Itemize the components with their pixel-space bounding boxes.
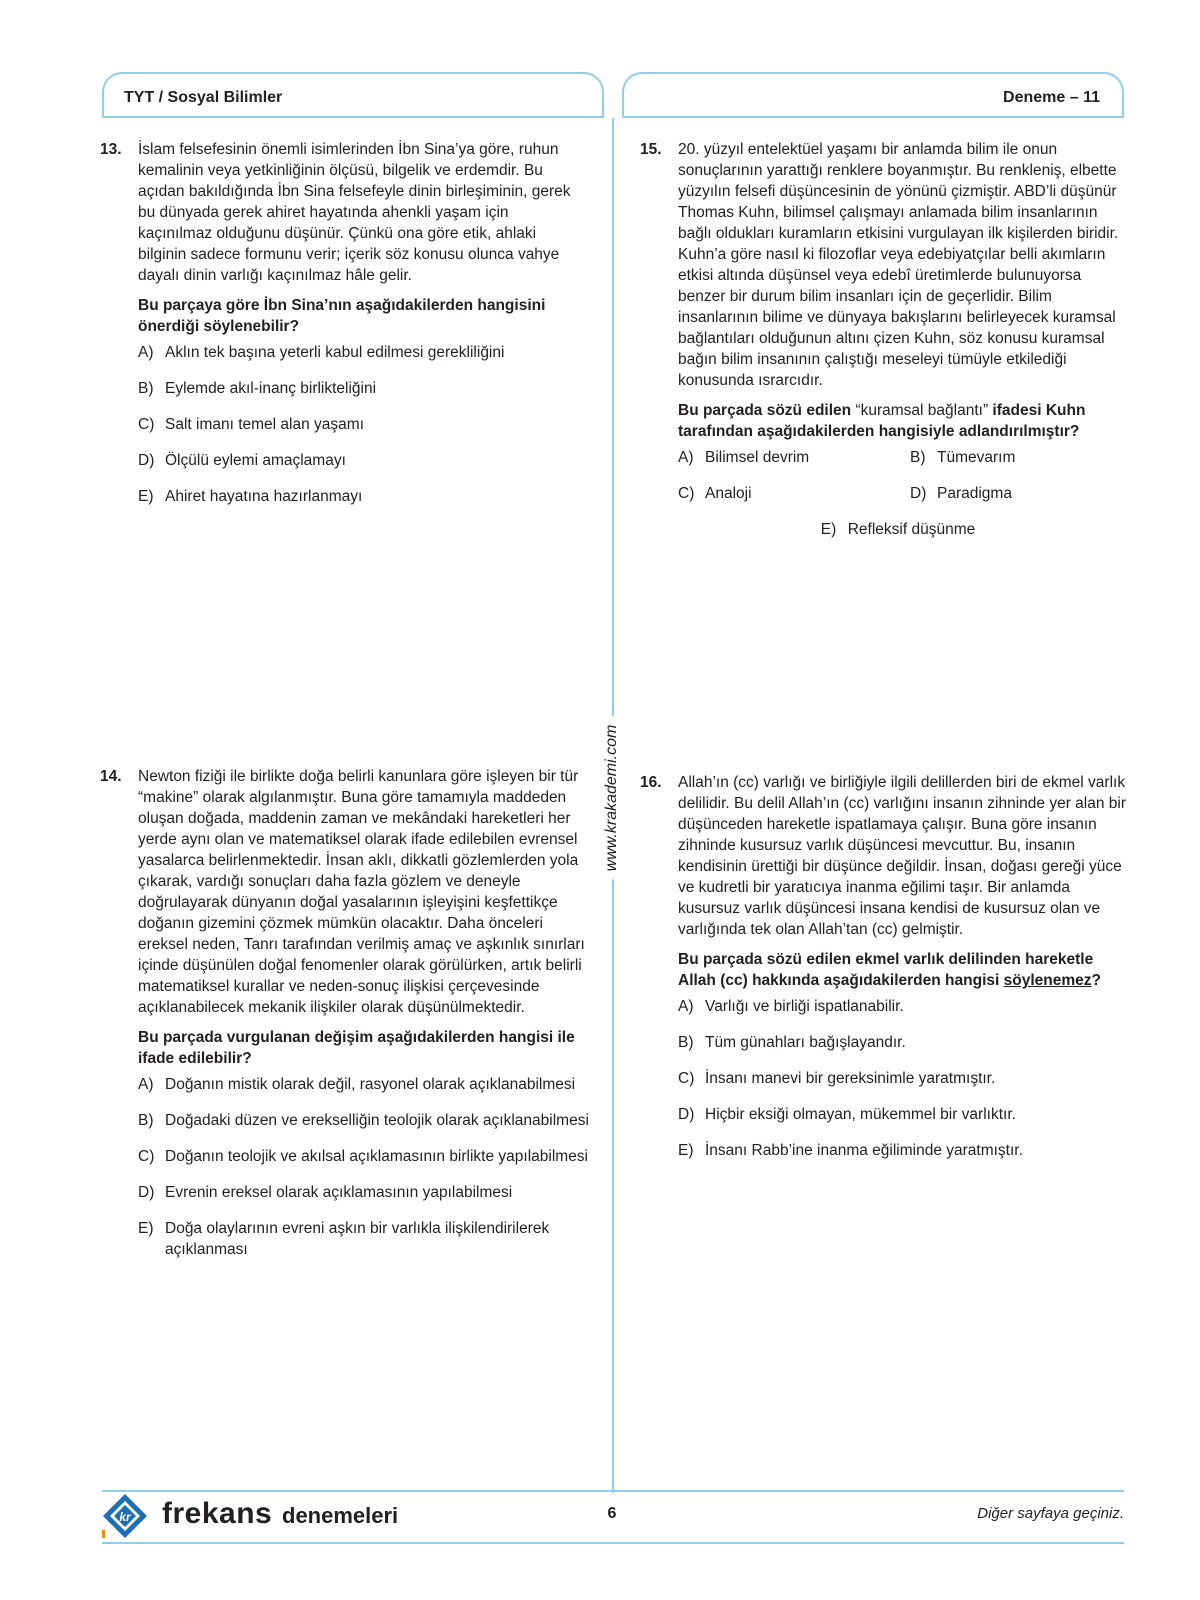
option-c[interactable]: C) Salt imanı temel alan yaşamı	[138, 416, 365, 433]
website-watermark: www.krakademi.com	[603, 717, 621, 880]
header-right-box	[622, 72, 1124, 118]
option-c[interactable]: C) Analoji	[678, 485, 752, 502]
option-d[interactable]: D) Paradigma	[910, 485, 1012, 502]
option-e[interactable]: E) Ahiret hayatına hazırlanmayı	[138, 488, 363, 505]
question-number: 14.	[100, 768, 122, 785]
option-d[interactable]: D) Ölçülü eylemi amaçlamayı	[138, 452, 346, 469]
option-b[interactable]: B) Tümevarım	[910, 449, 1016, 466]
question-16	[640, 772, 1130, 1176]
option-a[interactable]: A) Doğanın mistik olarak değil, rasyonel olarak açıklanabilmesi	[138, 1076, 576, 1093]
footer-top-line	[102, 1490, 1124, 1492]
option-e[interactable]: E) Refleksif düşünme	[820, 521, 976, 538]
option-d[interactable]: D) Hiçbir eksiği olmayan, mükemmel bir varlıktır.	[678, 1106, 1016, 1123]
answer-options	[678, 447, 1128, 519]
option-b[interactable]: B) Doğadaki düzen ve erekselliğin teolojik olarak açıklanabilmesi	[138, 1112, 589, 1129]
option-b[interactable]: B) Eylemde akıl-inanç birlikteliğini	[138, 380, 377, 397]
question-number: 15.	[640, 141, 662, 158]
logo-initials: kr	[119, 1510, 131, 1524]
option-c[interactable]: C) Doğanın teolojik ve akılsal açıklamasının birlikte yapılabilmesi	[138, 1148, 589, 1165]
question-passage: Newton fiziği ile birlikte doğa belirli kanunlara göre işleyen bir tür “makine” olarak algılanmıştır. Buna göre tamamıyla maddeden oluşan doğada, maddenin zaman ve mekândaki hareketleri her yerde aynı olan ve matematiksel olarak ifade edilebilen evrensel yasalarca belirlenmektedir. İnsan aklı, dikkatli gözlemlerden yola çıkarak, vardığı sonuçları daha fazla gözlem ve deneyle doğrulayarak dünyanın doğal yasalarının işleyişini keşfettikçe doğanın gizemini çözmek mümkün olacaktır. Daha önceleri ereksel neden, Tanrı tarafından verilmiş amaç ve aşkınlık sınırları içinde düşünülen doğal fenomenler olarak görülürken, artık belirli matematiksel kurallar ve neden-sonuç ilişkisi çerçevesinde açıklanabilecek mekanik ilişkiler olarak düşünülmektedir.	[138, 768, 585, 1016]
question-number: 16.	[640, 774, 662, 791]
question-13	[100, 139, 584, 522]
header-right-title: Deneme – 11	[1003, 89, 1100, 106]
footer-bottom-line	[102, 1542, 1124, 1544]
question-passage: İslam felsefesinin önemli isimlerinden İbn Sina’ya göre, ruhun kemalinin veya yetkinliğinin ölçüsü, bilgelik ve erdemdir. Bu açıdan bakıldığında İbn Sina felsefeyle dinin birleşiminin, gerek bu dünyada gerek ahiret hayatında ahenkli yaşam için kaçınılmaz olduğunu düşünür. Çünkü ona göre etik, ahlaki bilginin sadece formunu verir; içerik söz konusu olunca vahye dayalı dinin varlığı kaçınılmaz hâle gelir.	[138, 141, 571, 284]
option-a[interactable]: A) Bilimsel devrim	[678, 449, 810, 466]
brand-name: frekans	[162, 1497, 273, 1530]
page-number: 6	[607, 1505, 617, 1522]
question-15	[640, 139, 1128, 555]
brand-logo-icon	[100, 1492, 150, 1540]
question-stem: Bu parçada sözü edilen “kuramsal bağlantı” ifadesi Kuhn tarafından aşağıdakilerden hangisiyle adlandırılmıştır?	[678, 402, 1086, 440]
header-left-title: TYT / Sosyal Bilimler	[124, 89, 283, 106]
header-left-underline	[102, 116, 604, 118]
header-left-box	[102, 72, 604, 118]
option-d[interactable]: D) Evrenin ereksel olarak açıklamasının yapılabilmesi	[138, 1184, 513, 1201]
option-e[interactable]: E) Doğa olaylarının evreni aşkın bir varlıkla ilişkilendirilerek açıklanması	[138, 1220, 550, 1258]
question-passage: 20. yüzyıl entelektüel yaşamı bir anlamda bilim ile onun sonuçlarının yarattığı renklere boyanmıştır. Bu renkleniş, elbette yüzyılın felsefi düşüncesinin de yönünü çizmiştir. ABD’li düşünür Thomas Kuhn, bilimsel çalışmayı anlamada bilim insanlarının bağlı oldukları kuramların etkisini vurgulayan ilk kişilerden biridir. Kuhn’a göre nasıl ki filozoflar veya edebiyatçılar belli akımların etkisi altında düşünsel veya edebî üretimlerde bulunuyorsa benzer bir durum bilim insanları için de geçerlidir. Bilim insanlarının bilime ve dünyaya bakışlarını belirleyecek kuramsal bağlantıları olduğunun altını çizen Kuhn, söz konusu kuramsal bağın bilim insanının çalıştığı meseleyi tümüyle etkilediği konusunda ısrarcıdır.	[678, 141, 1119, 389]
option-b[interactable]: B) Tüm günahları bağışlayandır.	[678, 1034, 906, 1051]
brand-subtitle: denemeleri	[282, 1503, 399, 1528]
answer-options	[678, 996, 1130, 1161]
question-number: 13.	[100, 141, 122, 158]
option-a[interactable]: A) Aklın tek başına yeterli kabul edilmesi gerekliliğini	[138, 344, 505, 361]
answer-options	[138, 342, 584, 507]
question-passage: Allah’ın (cc) varlığı ve birliğiyle ilgili delillerden biri de ekmel varlık delilidir. Bu delil Allah’ın (cc) varlığını insanın zihninde yer alan bir düşünceden hareketle ispatlamaya çalışır. Buna göre insanın zihninde kusursuz varlık düşüncesi mevcuttur. Bu, insanın kendisinin ürettiği bir düşünce değildir. İnsan, doğası gereği yüce ve kudretli bir yaratıcıya inanma eğilimi taşır. Bir anlamda kusursuz varlık düşüncesi insana kendisi de kusursuz olan ve varlığında tek olan Allah’tan (cc) gelmiştir.	[678, 774, 1127, 938]
question-stem: Bu parçada vurgulanan değişim aşağıdakilerden hangisi ile ifade edilebilir?	[138, 1029, 575, 1067]
answer-options	[138, 1074, 590, 1260]
header-right-underline	[622, 116, 1124, 118]
question-stem: Bu parçada sözü edilen ekmel varlık delilinden hareketle Allah (cc) hakkında aşağıdakilerden hangisi söylenemez?	[678, 951, 1101, 989]
option-a[interactable]: A) Varlığı ve birliği ispatlanabilir.	[678, 998, 904, 1015]
option-e[interactable]: E) İnsanı Rabb’ine inanma eğiliminde yaratmıştır.	[678, 1142, 1023, 1159]
question-14	[100, 766, 590, 1275]
option-c[interactable]: C) İnsanı manevi bir gereksinimle yaratmıştır.	[678, 1070, 996, 1087]
next-page-notice: Diğer sayfaya geçiniz.	[977, 1505, 1124, 1522]
question-stem: Bu parçaya göre İbn Sina’nın aşağıdakilerden hangisini önerdiği söylenebilir?	[138, 297, 546, 335]
